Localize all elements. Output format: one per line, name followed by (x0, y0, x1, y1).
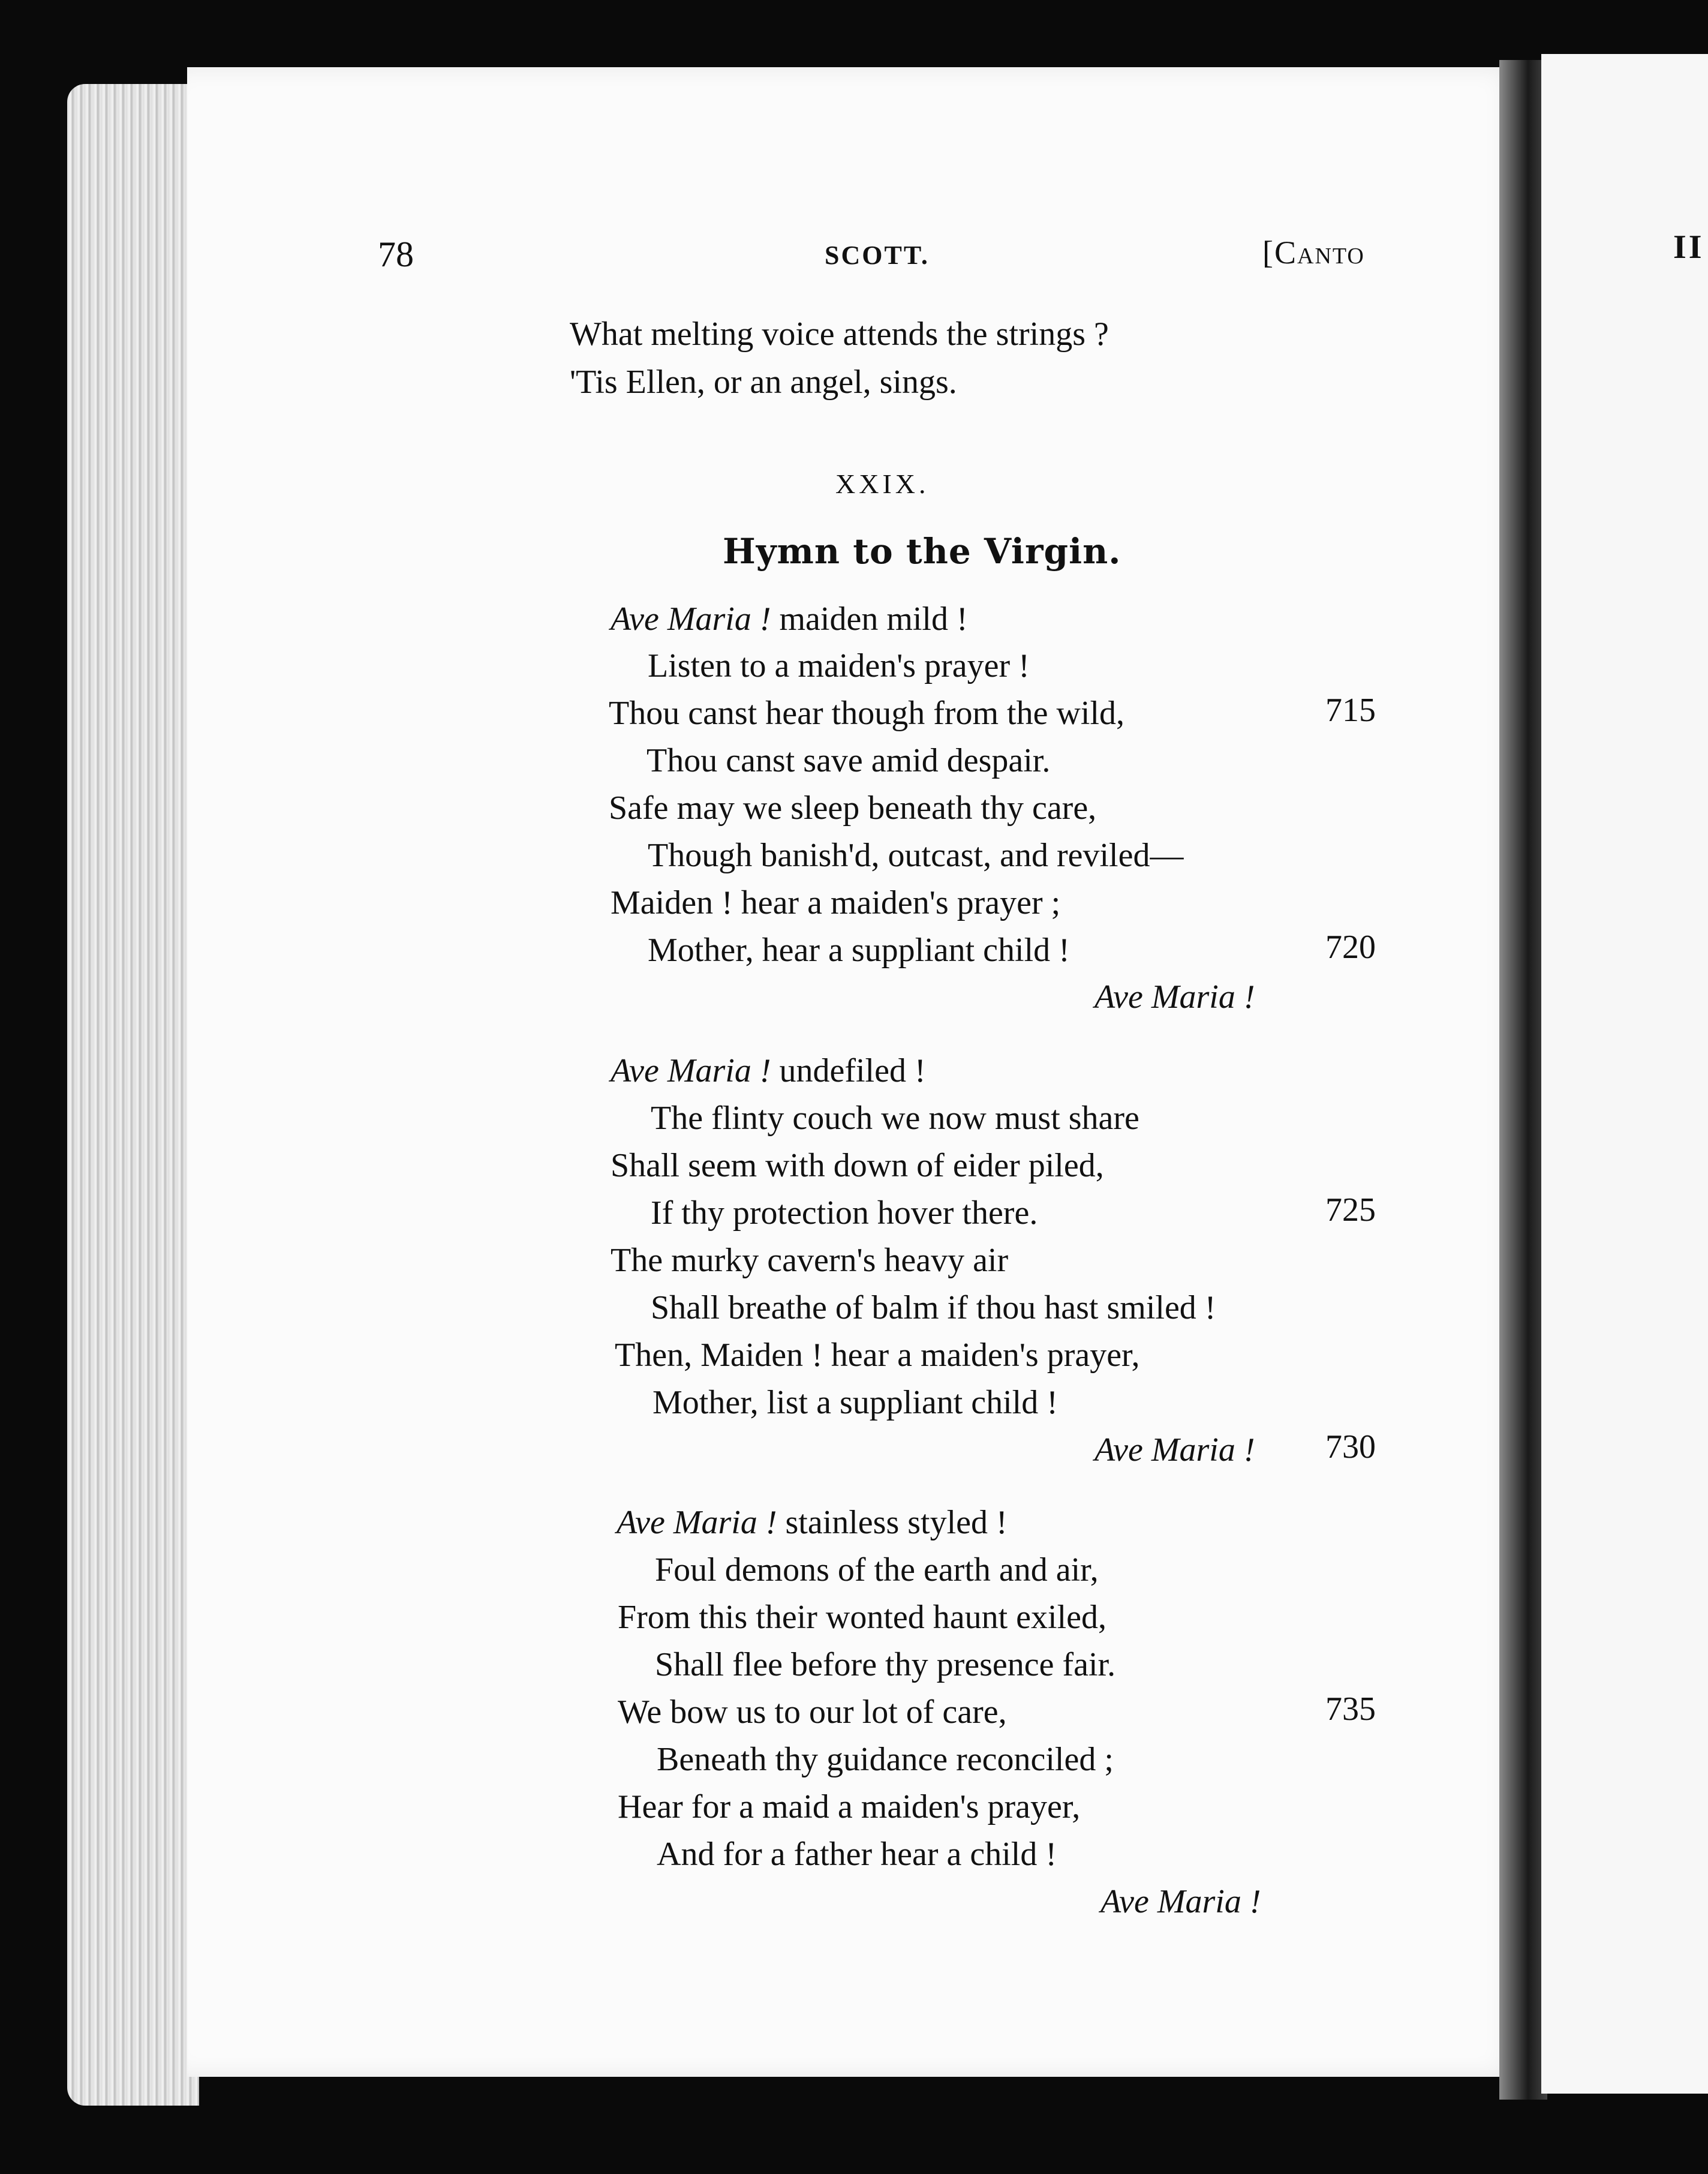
verse-line: Though banish'd, outcast, and reviled— (648, 837, 1184, 874)
verse-line: Then, Maiden ! hear a maiden's prayer, (615, 1337, 1140, 1374)
facing-page-numeral: II (1673, 229, 1704, 266)
stanza-first-rest: undefiled ! (771, 1052, 926, 1089)
stanza-invocation: Ave Maria ! (611, 600, 771, 638)
stanza-first-rest: stainless styled ! (777, 1504, 1008, 1541)
stanza-first-line (611, 600, 968, 638)
stanza-invocation: Ave Maria ! (611, 1052, 771, 1089)
section-numeral: XXIX. (835, 469, 930, 499)
hymn-title: Hymn to the Virgin. (723, 531, 1121, 572)
verse-line: Shall flee before thy presence fair. (655, 1646, 1116, 1683)
verse-line: Maiden ! hear a maiden's prayer ; (611, 884, 1061, 921)
verse-line: The flinty couch we now must share (651, 1100, 1139, 1137)
verse-line: From this their wonted haunt exiled, (618, 1599, 1106, 1636)
stanza-first-rest: maiden mild ! (771, 600, 968, 638)
facing-page (1541, 54, 1708, 2094)
verse-line: Hear for a maid a maiden's prayer, (618, 1788, 1081, 1825)
verse-line: Thou canst save amid despair. (646, 742, 1051, 779)
verse-line: If thy protection hover there. (651, 1194, 1038, 1232)
line-number: 720 (1325, 929, 1376, 966)
verse-line: Beneath thy guidance reconciled ; (657, 1741, 1114, 1778)
verse-line: Mother, hear a suppliant child ! (648, 932, 1070, 969)
page-number: 78 (378, 235, 414, 274)
verse-line: Thou canst hear though from the wild, (609, 695, 1125, 732)
verse-line: Mother, list a suppliant child ! (652, 1384, 1058, 1421)
verse-line: Shall seem with down of eider piled, (611, 1147, 1104, 1184)
line-number: 715 (1325, 692, 1376, 729)
stanza-first-line (617, 1503, 1008, 1542)
book-gutter (1499, 60, 1547, 2100)
canto-label: [Canto (1262, 235, 1365, 271)
verse-line: Safe may we sleep beneath thy care, (609, 789, 1097, 827)
verse-line: And for a father hear a child ! (657, 1836, 1057, 1873)
book-page-edges (67, 84, 199, 2106)
line-number: 735 (1325, 1690, 1376, 1728)
refrain: Ave Maria ! (1094, 1431, 1255, 1469)
verse-line: The murky cavern's heavy air (611, 1242, 1009, 1279)
line-number: 730 (1325, 1428, 1376, 1466)
refrain: Ave Maria ! (1100, 1883, 1261, 1920)
stanza-first-line (611, 1052, 926, 1090)
verse-line: Listen to a maiden's prayer ! (648, 647, 1030, 684)
running-title: SCOTT. (825, 241, 930, 270)
verse-line: Shall breathe of balm if thou hast smiled ! (651, 1289, 1216, 1326)
line-number: 725 (1325, 1191, 1376, 1229)
refrain: Ave Maria ! (1094, 978, 1255, 1016)
intro-line: 'Tis Ellen, or an angel, sings. (570, 364, 957, 401)
intro-line: What melting voice attends the strings ? (570, 316, 1109, 353)
stanza-invocation: Ave Maria ! (617, 1504, 777, 1541)
verse-line: We bow us to our lot of care, (618, 1693, 1007, 1731)
verse-line: Foul demons of the earth and air, (655, 1551, 1099, 1589)
